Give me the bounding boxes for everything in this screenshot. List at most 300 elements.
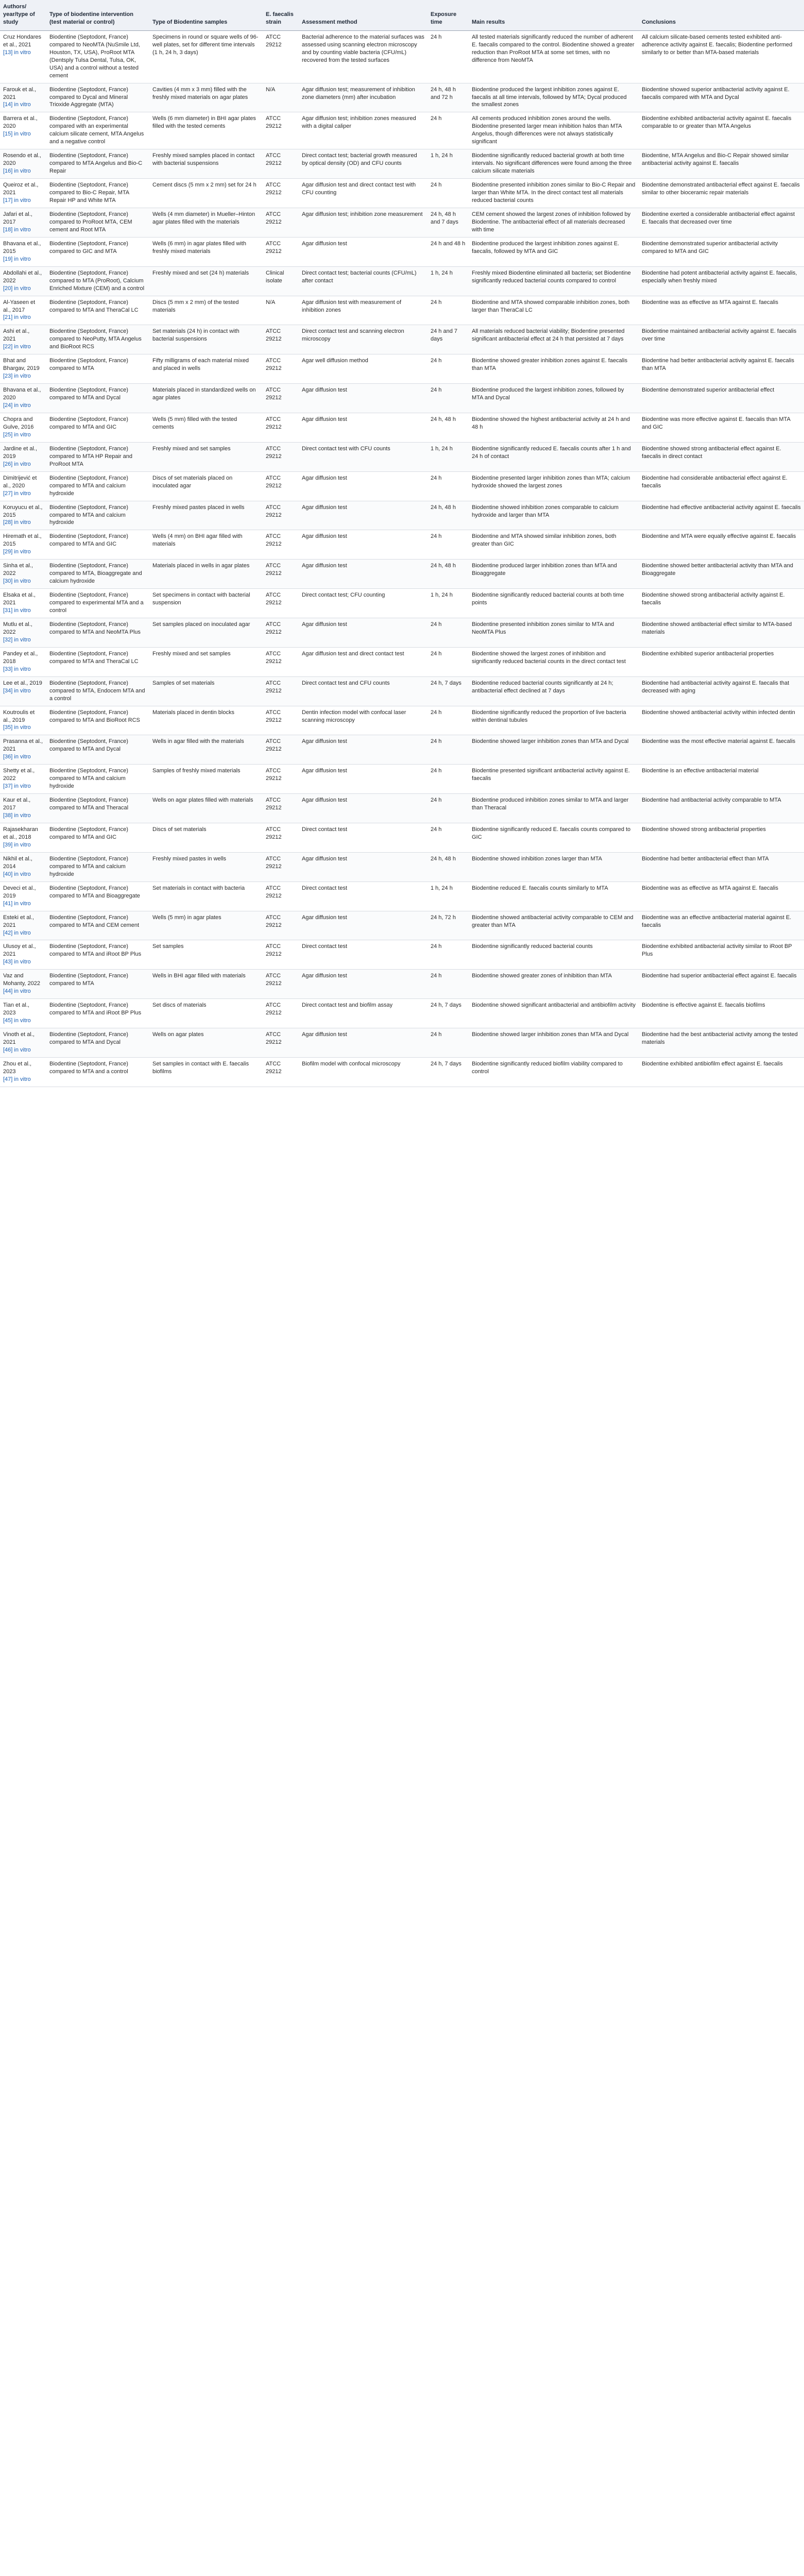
cell-strain: ATCC 29212 <box>263 589 299 618</box>
cell-exposure: 24 h <box>427 30 469 83</box>
cell-method: Biofilm model with confocal microscopy <box>299 1057 427 1087</box>
author-name: Vinoth et al., 2021 <box>3 1031 35 1045</box>
cell-exposure: 24 h <box>427 823 469 853</box>
cell-exposure: 24 h <box>427 354 469 384</box>
cell-exposure: 24 h <box>427 706 469 735</box>
cell-results: Biodentine showed the largest zones of inhibition and significantly reduced bacterial counts in the direct contact test <box>469 647 639 676</box>
cell-results: Biodentine produced larger inhibition zones than MTA and Bioaggregate <box>469 560 639 589</box>
cell-conclusions: Biodentine had better antibacterial activity against E. faecalis than MTA <box>639 354 804 384</box>
cell-samples: Wells (5 mm) in agar plates <box>149 911 263 940</box>
cell-samples: Wells (6 mm) in agar plates filled with freshly mixed materials <box>149 237 263 266</box>
cell-author <box>0 442 46 471</box>
citation-link[interactable]: [30] in vitro <box>3 578 31 585</box>
cell-exposure: 24 h <box>427 384 469 413</box>
cell-strain: N/A <box>263 296 299 325</box>
cell-results: Biodentine produced the largest inhibition zones against E. faecalis, followed by MTA and GIC <box>469 237 639 266</box>
citation-link[interactable]: [45] in vitro <box>3 1018 31 1024</box>
citation-link[interactable]: [19] in vitro <box>3 256 31 262</box>
header-author: Authors/ year/type of study <box>0 0 46 30</box>
cell-conclusions: Biodentine and MTA were equally effective against E. faecalis <box>639 530 804 560</box>
cell-conclusions: Biodentine had superior antibacterial effect against E. faecalis <box>639 970 804 999</box>
cell-samples: Wells in BHI agar filled with materials <box>149 970 263 999</box>
cell-strain: ATCC 29212 <box>263 999 299 1028</box>
author-name: Bhavana et al., 2015 <box>3 240 41 255</box>
cell-intervention: Biodentine (Septodont, France) compared to MTA Angelus and Bio-C Repair <box>46 149 149 179</box>
cell-intervention: Biodentine (Septodont, France) compared to MTA HP Repair and ProRoot MTA <box>46 442 149 471</box>
author-name: Tian et al., 2023 <box>3 1002 29 1016</box>
cell-samples: Wells (4 mm) on BHI agar filled with materials <box>149 530 263 560</box>
cell-method: Bacterial adherence to the material surfaces was assessed using scanning electron microscopy and by counting viable bacteria (CFU/mL) recovered from the tested surfaces <box>299 30 427 83</box>
cell-exposure: 1 h, 24 h <box>427 266 469 296</box>
citation-link[interactable]: [18] in vitro <box>3 226 31 233</box>
cell-results: Biodentine showed larger inhibition zones than MTA and Dycal <box>469 1028 639 1058</box>
citation-link[interactable]: [42] in vitro <box>3 929 31 936</box>
author-name: Nikhil et al., 2014 <box>3 855 32 870</box>
table-row <box>0 296 804 325</box>
cell-conclusions: Biodentine had better antibacterial effect than MTA <box>639 852 804 882</box>
cell-method: Agar diffusion test <box>299 1028 427 1058</box>
author-name: Jardine et al., 2019 <box>3 445 38 460</box>
header-exposure: Exposure time <box>427 0 469 30</box>
table-row <box>0 765 804 794</box>
cell-intervention: Biodentine (Septodont, France) compared to MTA and Bioaggregate <box>46 882 149 911</box>
cell-results: Biodentine presented inhibition zones similar to Bio-C Repair and larger than White MTA. In the direct contact test all materials reduced bacterial counts <box>469 179 639 208</box>
table-row <box>0 940 804 970</box>
cell-samples: Samples of freshly mixed materials <box>149 765 263 794</box>
cell-exposure: 24 h, 48 h <box>427 413 469 442</box>
cell-intervention: Biodentine (Septodont, France) compared to MTA and GIC <box>46 413 149 442</box>
citation-link[interactable]: [46] in vitro <box>3 1046 31 1053</box>
cell-intervention: Biodentine (Septodont, France) compared to MTA and iRoot BP Plus <box>46 940 149 970</box>
cell-exposure: 24 h, 48 h <box>427 560 469 589</box>
table-header-row <box>0 0 804 30</box>
cell-samples: Cavities (4 mm x 3 mm) filled with the freshly mixed materials on agar plates <box>149 83 263 112</box>
cell-method: Agar diffusion test with measurement of inhibition zones <box>299 296 427 325</box>
cell-samples: Samples of set materials <box>149 676 263 706</box>
table-body <box>0 30 804 1087</box>
cell-exposure: 24 h <box>427 765 469 794</box>
citation-link[interactable]: [27] in vitro <box>3 490 31 497</box>
header-conclusions: Conclusions <box>639 0 804 30</box>
cell-samples: Wells in agar filled with the materials <box>149 735 263 765</box>
author-name: Prasanna et al., 2021 <box>3 738 43 753</box>
citation-link[interactable]: [13] in vitro <box>3 49 31 56</box>
cell-results: Biodentine showed significant antibacterial and antibiofilm activity <box>469 999 639 1028</box>
cell-method: Direct contact test <box>299 882 427 911</box>
citation-link[interactable]: [39] in vitro <box>3 841 31 848</box>
citation-link[interactable]: [14] in vitro <box>3 101 31 108</box>
cell-author <box>0 999 46 1028</box>
cell-results: Biodentine and MTA showed comparable inhibition zones, both larger than TheraCal LC <box>469 296 639 325</box>
cell-intervention: Biodentine (Septodont, France) compared to ProRoot MTA, CEM cement and Root MTA <box>46 208 149 237</box>
table-row <box>0 970 804 999</box>
cell-conclusions: Biodentine exerted a considerable antibacterial effect against E. faecalis that decreased over time <box>639 208 804 237</box>
cell-strain: ATCC 29212 <box>263 325 299 354</box>
citation-link[interactable]: [24] in vitro <box>3 402 31 409</box>
citation-link[interactable]: [25] in vitro <box>3 431 31 438</box>
cell-results: Biodentine showed greater inhibition zones against E. faecalis than MTA <box>469 354 639 384</box>
citation-link[interactable]: [22] in vitro <box>3 344 31 350</box>
cell-results: Biodentine showed inhibition zones larger than MTA <box>469 852 639 882</box>
cell-results: All materials reduced bacterial viability; Biodentine presented significant antibacterial effect at 24 h that persisted at 7 days <box>469 325 639 354</box>
cell-strain: ATCC 29212 <box>263 530 299 560</box>
cell-exposure: 1 h, 24 h <box>427 589 469 618</box>
citation-link[interactable]: [36] in vitro <box>3 754 31 760</box>
cell-conclusions: Biodentine, MTA Angelus and Bio-C Repair showed similar antibacterial activity against E. faecalis <box>639 149 804 179</box>
cell-conclusions: Biodentine was the most effective material against E. faecalis <box>639 735 804 765</box>
cell-strain: ATCC 29212 <box>263 442 299 471</box>
cell-results: Biodentine reduced E. faecalis counts similarly to MTA <box>469 882 639 911</box>
cell-strain: ATCC 29212 <box>263 882 299 911</box>
table-row <box>0 530 804 560</box>
table-row <box>0 882 804 911</box>
cell-intervention: Biodentine (Septodont, France) compared to MTA and Dycal <box>46 735 149 765</box>
author-name: Pandey et al., 2018 <box>3 650 38 665</box>
cell-conclusions: Biodentine showed antibacterial effect similar to MTA-based materials <box>639 618 804 648</box>
cell-samples: Fifty milligrams of each material mixed and placed in wells <box>149 354 263 384</box>
cell-strain: ATCC 29212 <box>263 237 299 266</box>
table-row <box>0 999 804 1028</box>
cell-strain: ATCC 29212 <box>263 735 299 765</box>
cell-samples: Set samples in contact with E. faecalis biofilms <box>149 1057 263 1087</box>
cell-author <box>0 882 46 911</box>
cell-method: Dentin infection model with confocal laser scanning microscopy <box>299 706 427 735</box>
cell-method: Agar diffusion test <box>299 471 427 501</box>
table-row <box>0 618 804 648</box>
cell-strain: ATCC 29212 <box>263 149 299 179</box>
cell-intervention: Biodentine (Septodont, France) compared to MTA and calcium hydroxide <box>46 765 149 794</box>
cell-samples: Wells on agar plates <box>149 1028 263 1058</box>
cell-results: Biodentine produced the largest inhibition zones against E. faecalis at all time intervals, followed by MTA; Dycal produced the smallest zones <box>469 83 639 112</box>
author-name: Al-Yaseen et al., 2017 <box>3 299 36 313</box>
cell-intervention: Biodentine (Septodont, France) compared to Bio-C Repair, MTA Repair HP and White MTA <box>46 179 149 208</box>
table-row <box>0 83 804 112</box>
author-name: Rosendo et al., 2020 <box>3 152 41 167</box>
cell-method: Agar diffusion test <box>299 765 427 794</box>
cell-conclusions: Biodentine had antibacterial activity comparable to MTA <box>639 794 804 823</box>
cell-strain: ATCC 29212 <box>263 852 299 882</box>
table-row <box>0 471 804 501</box>
cell-results: Biodentine showed inhibition zones comparable to calcium hydroxide and larger than MTA <box>469 501 639 530</box>
cell-author <box>0 676 46 706</box>
cell-conclusions: Biodentine had potent antibacterial activity against E. faecalis, especially when freshly mixed <box>639 266 804 296</box>
cell-exposure: 24 h <box>427 179 469 208</box>
cell-intervention: Biodentine (Septodont, France) compared to NeoPutty, MTA Angelus and BioRoot RCS <box>46 325 149 354</box>
cell-intervention: Biodentine (Septodont, France) compared to MTA and GIC <box>46 823 149 853</box>
cell-exposure: 24 h, 72 h <box>427 911 469 940</box>
cell-intervention: Biodentine (Septodont, France) compared to NeoMTA (NuSmile Ltd, Houston, TX, USA), ProRoot MTA (Dentsply Tulsa Dental, Tulsa, OK, USA) and a control without a tested cement <box>46 30 149 83</box>
cell-author <box>0 560 46 589</box>
cell-samples: Freshly mixed and set samples <box>149 442 263 471</box>
author-name: Elsaka et al., 2021 <box>3 592 36 606</box>
cell-intervention: Biodentine (Septodont, France) compared to MTA, Endocem MTA and a control <box>46 676 149 706</box>
cell-samples: Set specimens in contact with bacterial suspension <box>149 589 263 618</box>
cell-author <box>0 765 46 794</box>
author-name: Deveci et al., 2019 <box>3 885 36 899</box>
cell-author <box>0 589 46 618</box>
cell-results: Biodentine significantly reduced the proportion of live bacteria within dentinal tubules <box>469 706 639 735</box>
cell-author <box>0 325 46 354</box>
cell-method: Agar diffusion test <box>299 384 427 413</box>
cell-results: Biodentine produced inhibition zones similar to MTA and larger than Theracal <box>469 794 639 823</box>
cell-conclusions: Biodentine showed strong antibacterial activity against E. faecalis <box>639 589 804 618</box>
cell-samples: Wells (5 mm) filled with the tested cements <box>149 413 263 442</box>
author-name: Barrera et al., 2020 <box>3 115 38 130</box>
cell-exposure: 24 h and 7 days <box>427 325 469 354</box>
cell-samples: Freshly mixed and set samples <box>149 647 263 676</box>
cell-strain: ATCC 29212 <box>263 765 299 794</box>
table-row <box>0 676 804 706</box>
cell-method: Agar diffusion test <box>299 735 427 765</box>
citation-link[interactable]: [44] in vitro <box>3 988 31 995</box>
author-name: Mutlu et al., 2022 <box>3 621 32 635</box>
citation-link[interactable]: [28] in vitro <box>3 519 31 526</box>
author-name: Kaur et al., 2017 <box>3 797 31 811</box>
table-row <box>0 735 804 765</box>
author-name: Rajasekharan et al., 2018 <box>3 826 38 840</box>
cell-exposure: 24 h <box>427 471 469 501</box>
citation-link[interactable]: [37] in vitro <box>3 783 31 790</box>
cell-samples: Freshly mixed pastes in wells <box>149 852 263 882</box>
cell-exposure: 24 h <box>427 970 469 999</box>
cell-exposure: 24 h <box>427 618 469 648</box>
cell-strain: N/A <box>263 83 299 112</box>
citation-link[interactable]: [15] in vitro <box>3 131 31 138</box>
cell-exposure: 24 h <box>427 1028 469 1058</box>
cell-samples: Discs of set materials placed on inoculated agar <box>149 471 263 501</box>
cell-author <box>0 149 46 179</box>
cell-conclusions: Biodentine was as effective as MTA against E. faecalis <box>639 296 804 325</box>
cell-intervention: Biodentine (Septodont, France) compared to MTA and calcium hydroxide <box>46 501 149 530</box>
cell-strain: ATCC 29212 <box>263 413 299 442</box>
cell-method: Agar diffusion test and direct contact test with CFU counting <box>299 179 427 208</box>
cell-strain: ATCC 29212 <box>263 30 299 83</box>
cell-intervention: Biodentine (Septodont, France) compared to MTA (ProRoot), Calcium Enriched Mixture (CEM) and a control <box>46 266 149 296</box>
header-samples: Type of Biodentine samples <box>149 0 263 30</box>
cell-strain: ATCC 29212 <box>263 384 299 413</box>
cell-samples: Wells on agar plates filled with materials <box>149 794 263 823</box>
table-row <box>0 823 804 853</box>
table-row <box>0 384 804 413</box>
cell-results: Biodentine showed larger inhibition zones than MTA and Dycal <box>469 735 639 765</box>
cell-intervention: Biodentine (Septodont, France) compared to MTA and iRoot BP Plus <box>46 999 149 1028</box>
cell-method: Agar diffusion test; inhibition zone measurement <box>299 208 427 237</box>
cell-author <box>0 384 46 413</box>
cell-exposure: 24 h <box>427 794 469 823</box>
cell-results: Biodentine significantly reduced biofilm viability compared to control <box>469 1057 639 1087</box>
cell-intervention: Biodentine (Septodont, France) compared to MTA and TheraCal LC <box>46 647 149 676</box>
cell-samples: Set materials (24 h) in contact with bacterial suspensions <box>149 325 263 354</box>
cell-exposure: 1 h, 24 h <box>427 149 469 179</box>
cell-exposure: 24 h and 48 h <box>427 237 469 266</box>
cell-author <box>0 1028 46 1058</box>
table-row <box>0 1057 804 1087</box>
table-row <box>0 852 804 882</box>
cell-strain: ATCC 29212 <box>263 676 299 706</box>
citation-link[interactable]: [29] in vitro <box>3 549 31 555</box>
cell-strain: ATCC 29212 <box>263 179 299 208</box>
citation-link[interactable]: [34] in vitro <box>3 687 31 694</box>
citation-link[interactable]: [17] in vitro <box>3 197 31 204</box>
cell-intervention: Biodentine (Septodont, France) compared to MTA and CEM cement <box>46 911 149 940</box>
table-row <box>0 208 804 237</box>
cell-strain: ATCC 29212 <box>263 208 299 237</box>
author-name: Zhou et al., 2023 <box>3 1060 32 1075</box>
cell-method: Agar diffusion test <box>299 794 427 823</box>
cell-conclusions: Biodentine exhibited superior antibacterial properties <box>639 647 804 676</box>
author-name: Farouk et al., 2021 <box>3 86 37 100</box>
author-name: Cruz Hondares et al., 2021 <box>3 33 41 48</box>
cell-intervention: Biodentine (Septodont, France) compared to experimental MTA and a control <box>46 589 149 618</box>
header-method: Assessment method <box>299 0 427 30</box>
table-row <box>0 911 804 940</box>
cell-method: Direct contact test and CFU counts <box>299 676 427 706</box>
cell-intervention: Biodentine (Septodont, France) compared to MTA and Dycal <box>46 384 149 413</box>
cell-results: Biodentine showed the highest antibacterial activity at 24 h and 48 h <box>469 413 639 442</box>
cell-exposure: 24 h <box>427 735 469 765</box>
cell-exposure: 24 h, 7 days <box>427 1057 469 1087</box>
table-row <box>0 112 804 149</box>
table-row <box>0 266 804 296</box>
cell-conclusions: Biodentine is an effective antibacterial material <box>639 765 804 794</box>
table-row <box>0 442 804 471</box>
author-name: Jafari et al., 2017 <box>3 211 32 225</box>
cell-samples: Wells (6 mm diameter) in BHI agar plates filled with the tested cements <box>149 112 263 149</box>
cell-exposure: 24 h, 48 h and 7 days <box>427 208 469 237</box>
citation-link[interactable]: [23] in vitro <box>3 373 31 380</box>
cell-conclusions: Biodentine showed strong antibacterial properties <box>639 823 804 853</box>
cell-strain: ATCC 29212 <box>263 970 299 999</box>
cell-author <box>0 735 46 765</box>
cell-method: Agar diffusion test <box>299 970 427 999</box>
cell-results: Biodentine reduced bacterial counts significantly at 24 h; antibacterial effect declined at 7 days <box>469 676 639 706</box>
citation-link[interactable]: [38] in vitro <box>3 812 31 819</box>
cell-author <box>0 618 46 648</box>
cell-conclusions: Biodentine showed strong antibacterial effect against E. faecalis in direct contact <box>639 442 804 471</box>
cell-results: All cements produced inhibition zones around the wells. Biodentine presented larger mean inhibition halos than MTA Angelus, though differences were not always statistically significant <box>469 112 639 149</box>
cell-conclusions: Biodentine showed superior antibacterial activity against E. faecalis compared with MTA and Dycal <box>639 83 804 112</box>
cell-exposure: 24 h, 48 h and 72 h <box>427 83 469 112</box>
header-strain: E. faecalis strain <box>263 0 299 30</box>
cell-method: Direct contact test; bacterial growth measured by optical density (OD) and CFU counts <box>299 149 427 179</box>
cell-method: Agar diffusion test and direct contact test <box>299 647 427 676</box>
cell-results: Freshly mixed Biodentine eliminated all bacteria; set Biodentine significantly reduced bacterial counts compared to control <box>469 266 639 296</box>
cell-conclusions: All calcium silicate-based cements tested exhibited anti-adherence activity against E. faecalis; Biodentine performed similarly to or better than MTA-based materials <box>639 30 804 83</box>
cell-samples: Wells (4 mm diameter) in Mueller–Hinton agar plates filled with the materials <box>149 208 263 237</box>
author-name: Sinha et al., 2022 <box>3 563 33 577</box>
cell-method: Direct contact test <box>299 823 427 853</box>
cell-strain: ATCC 29212 <box>263 1057 299 1087</box>
cell-intervention: Biodentine (Septodont, France) compared to MTA and GIC <box>46 530 149 560</box>
cell-exposure: 1 h, 24 h <box>427 442 469 471</box>
header-intervention: Type of biodentine intervention (test material or control) <box>46 0 149 30</box>
cell-conclusions: Biodentine had the best antibacterial activity among the tested materials <box>639 1028 804 1058</box>
table-row <box>0 560 804 589</box>
cell-exposure: 24 h, 7 days <box>427 676 469 706</box>
cell-results: Biodentine significantly reduced E. faecalis counts compared to GIC <box>469 823 639 853</box>
cell-intervention: Biodentine (Septodont, France) compared to MTA and Theracal <box>46 794 149 823</box>
citation-link[interactable]: [35] in vitro <box>3 724 31 731</box>
cell-samples: Cement discs (5 mm x 2 mm) set for 24 h <box>149 179 263 208</box>
citation-link[interactable]: [43] in vitro <box>3 959 31 965</box>
author-name: Vaz and Mohanty, 2022 <box>3 973 40 987</box>
cell-method: Agar diffusion test <box>299 530 427 560</box>
citation-link[interactable]: [32] in vitro <box>3 636 31 643</box>
cell-exposure: 24 h <box>427 530 469 560</box>
cell-author <box>0 706 46 735</box>
table-row <box>0 501 804 530</box>
table-row <box>0 179 804 208</box>
cell-exposure: 24 h <box>427 940 469 970</box>
cell-author <box>0 237 46 266</box>
author-name: Abdollahi et al., 2022 <box>3 269 42 284</box>
cell-results: Biodentine significantly reduced bacterial counts at both time points <box>469 589 639 618</box>
cell-author <box>0 501 46 530</box>
cell-results: Biodentine showed antibacterial activity comparable to CEM and greater than MTA <box>469 911 639 940</box>
cell-strain: ATCC 29212 <box>263 1028 299 1058</box>
cell-results: Biodentine significantly reduced bacterial growth at both time intervals. No significant differences were found among the three calcium silicate materials <box>469 149 639 179</box>
cell-exposure: 24 h, 7 days <box>427 999 469 1028</box>
author-name: Dimitrijević et al., 2020 <box>3 474 37 489</box>
cell-intervention: Biodentine (Septodont, France) compared to MTA and BioRoot RCS <box>46 706 149 735</box>
citation-link[interactable]: [41] in vitro <box>3 900 31 907</box>
cell-method: Agar diffusion test <box>299 501 427 530</box>
cell-author <box>0 413 46 442</box>
author-name: Ashi et al., 2021 <box>3 328 30 343</box>
cell-results: Biodentine presented inhibition zones similar to MTA and NeoMTA Plus <box>469 618 639 648</box>
citation-link[interactable]: [31] in vitro <box>3 607 31 614</box>
cell-exposure: 24 h, 48 h <box>427 501 469 530</box>
cell-conclusions: Biodentine exhibited antibiofilm effect against E. faecalis <box>639 1057 804 1087</box>
cell-results: CEM cement showed the largest zones of inhibition followed by Biodentine. The antibacterial effect of all materials decreased with time <box>469 208 639 237</box>
cell-results: Biodentine presented significant antibacterial activity against E. faecalis <box>469 765 639 794</box>
citation-link[interactable]: [16] in vitro <box>3 168 31 175</box>
cell-intervention: Biodentine (Septodont, France) compared to MTA, Bioaggregate and calcium hydroxide <box>46 560 149 589</box>
studies-table <box>0 0 804 1087</box>
cell-results: All tested materials significantly reduced the number of adherent E. faecalis compared to the control. Biodentine showed a greater reduction than ProRoot MTA at some set times, with no difference from NeoMTA <box>469 30 639 83</box>
cell-conclusions: Biodentine demonstrated antibacterial effect against E. faecalis similar to other bioceramic repair materials <box>639 179 804 208</box>
citation-link[interactable]: [26] in vitro <box>3 461 31 467</box>
cell-author <box>0 647 46 676</box>
cell-intervention: Biodentine (Septodont, France) compared to MTA and a control <box>46 1057 149 1087</box>
cell-conclusions: Biodentine was more effective against E. faecalis than MTA and GIC <box>639 413 804 442</box>
cell-results: Biodentine and MTA showed similar inhibition zones, both greater than GIC <box>469 530 639 560</box>
cell-samples: Set samples <box>149 940 263 970</box>
citation-link[interactable]: [20] in vitro <box>3 285 31 292</box>
citation-link[interactable]: [33] in vitro <box>3 666 31 672</box>
cell-author <box>0 823 46 853</box>
cell-samples: Set discs of materials <box>149 999 263 1028</box>
cell-author <box>0 530 46 560</box>
citation-link[interactable]: [47] in vitro <box>3 1076 31 1082</box>
cell-method: Agar diffusion test; inhibition zones measured with a digital caliper <box>299 112 427 149</box>
cell-exposure: 24 h <box>427 296 469 325</box>
table-row <box>0 413 804 442</box>
cell-exposure: 24 h <box>427 647 469 676</box>
cell-intervention: Biodentine (Septodont, France) compared to MTA and calcium hydroxide <box>46 852 149 882</box>
cell-strain: ATCC 29212 <box>263 501 299 530</box>
cell-author <box>0 30 46 83</box>
author-name: Koruyucu et al., 2015 <box>3 504 43 518</box>
cell-strain: ATCC 29212 <box>263 354 299 384</box>
cell-author <box>0 208 46 237</box>
cell-author <box>0 471 46 501</box>
citation-link[interactable]: [21] in vitro <box>3 314 31 321</box>
cell-samples: Set materials in contact with bacteria <box>149 882 263 911</box>
cell-author <box>0 112 46 149</box>
citation-link[interactable]: [40] in vitro <box>3 871 31 877</box>
cell-conclusions: Biodentine exhibited antibacterial activity similar to iRoot BP Plus <box>639 940 804 970</box>
